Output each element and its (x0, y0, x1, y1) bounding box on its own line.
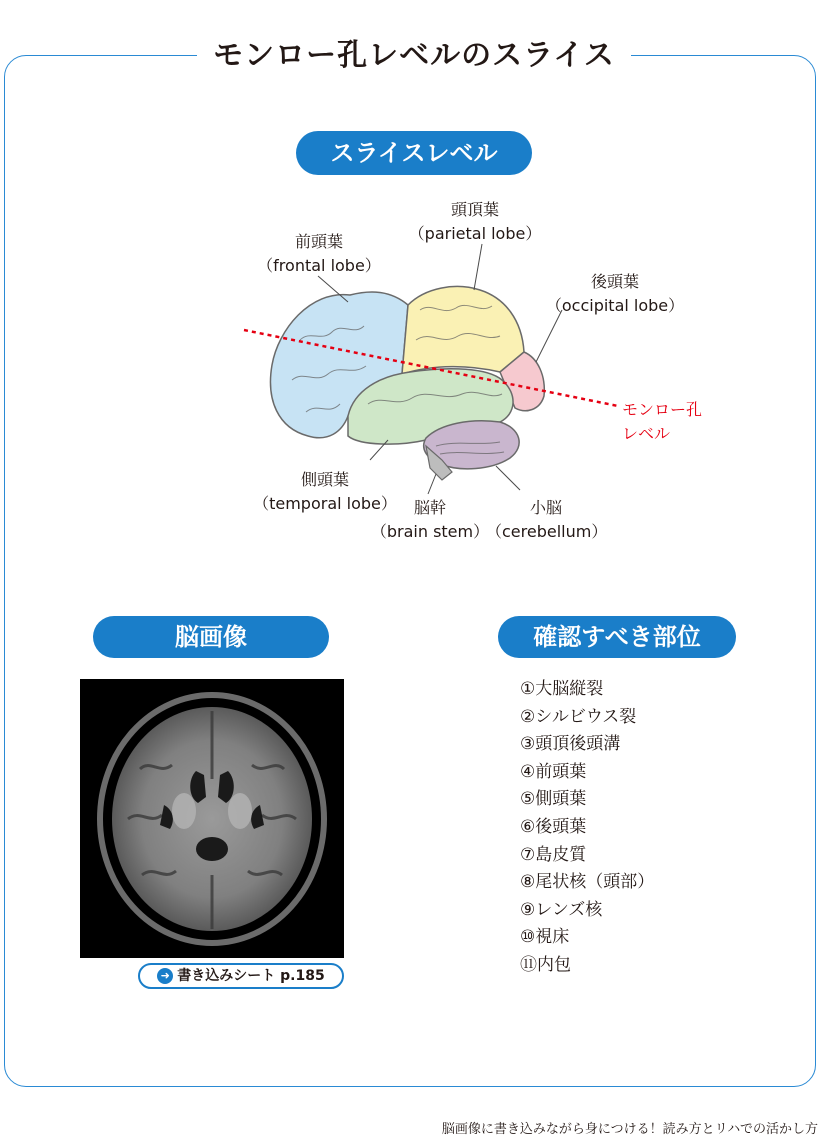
list-item: ⑤側頭葉 (520, 789, 587, 810)
section-heading-brain-image: 脳画像 (93, 616, 329, 658)
label-temporal: 側頭葉 （temporal lobe） (253, 470, 397, 513)
list-item: ⑨レンズ核 (520, 899, 603, 920)
list-item: ⑩視床 (520, 927, 570, 948)
label-parietal: 頭頂葉 （parietal lobe） (408, 200, 542, 243)
list-item: ④前頭葉 (520, 761, 587, 782)
check-sites-list (520, 676, 654, 980)
mri-scan-image (80, 679, 344, 958)
list-item: ③頭頂後頭溝 (520, 734, 621, 755)
label-cerebellum: 小脳 （cerebellum） (486, 498, 608, 541)
section-heading-slice-level: スライスレベル (296, 131, 532, 175)
list-item: ⑦島皮質 (520, 844, 587, 865)
page-title: モンロー孔レベルのスライス (0, 30, 828, 74)
label-frontal: 前頭葉 （frontal lobe） (257, 232, 381, 275)
label-slice-level: モンロー孔 レベル (622, 400, 703, 443)
label-occipital: 後頭葉 （occipital lobe） (545, 272, 685, 315)
list-item: ⑥後頭葉 (520, 816, 587, 837)
book-footer: 脳画像に書き込みながら身につける！読み方とリハでの活かし方 (441, 1122, 818, 1137)
list-item: ②シルビウス裂 (520, 706, 637, 727)
section-heading-check-sites: 確認すべき部位 (498, 616, 736, 658)
mri-axial-slice (80, 679, 344, 958)
brain-diagram (230, 190, 730, 550)
worksheet-reference-button[interactable] (138, 963, 344, 989)
list-item: ⑪内包 (520, 954, 571, 975)
worksheet-reference-label: 書き込みシート p.185 (177, 968, 325, 984)
label-brainstem: 脳幹 （brain stem） (370, 498, 490, 541)
list-item: ①大脳縦裂 (520, 679, 604, 699)
parietal-lobe-region (402, 286, 524, 374)
arrow-right-icon: ➜ (157, 968, 173, 984)
list-item: ⑧尾状核（頭部） (520, 872, 655, 893)
